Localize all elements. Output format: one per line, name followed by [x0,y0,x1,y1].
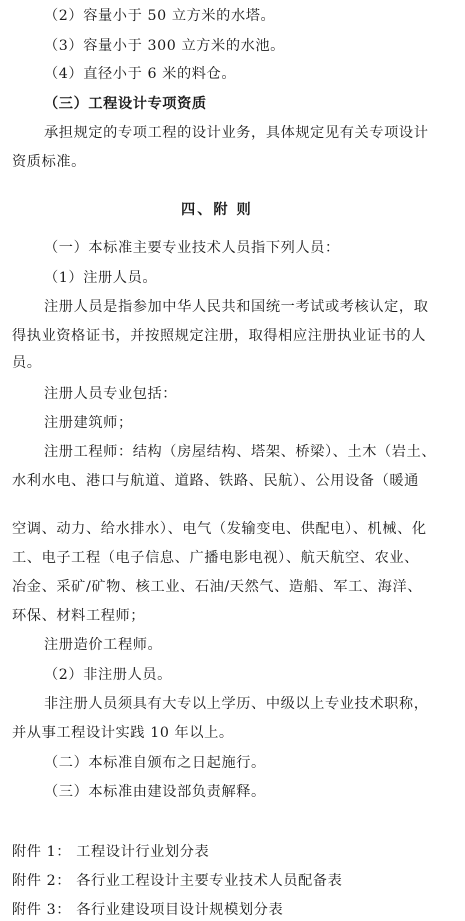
text-line-engineer-3: 空调、动力、给水排水）、电气（发输变电、供配电）、机械、化 [12,521,427,537]
text-line-interpretation: （三）本标准由建设部负责解释。 [44,784,266,800]
text-line-silo: （4）直径小于 6 米的料仓。 [44,66,237,82]
text-line-engineer-6: 环保、材料工程师； [12,608,146,624]
attachment-2: 附件 2： 各行业工程设计主要专业技术人员配备表 [12,873,343,889]
text-line-special-design-2: 资质标准。 [12,154,86,170]
text-line-engineer-1: 注册工程师：结构（房屋结构、塔架、桥梁）、土木（岩土、 [44,444,437,460]
text-line-water-tower: （2）容量小于 50 立方米的水塔。 [44,8,276,24]
text-line-special-design-1: 承担规定的专项工程的设计业务，具体规定见有关专项设计 [44,125,429,141]
text-line-effective-date: （二）本标准自颁布之日起施行。 [44,755,266,771]
text-line-water-pool: （3）容量小于 300 立方米的水池。 [44,38,285,54]
attachment-1: 附件 1： 工程设计行业划分表 [12,844,210,860]
text-line-specialties: 注册人员专业包括： [44,386,178,402]
text-line-architect: 注册建筑师； [44,415,133,431]
text-line-non-registered-def-2: 并从事工程设计实践 10 年以上。 [12,725,234,741]
text-line-registered-def-3: 员。 [12,355,42,371]
text-line-engineer-4: 工、电子工程（电子信息、广播电影电视）、航天航空、农业、 [12,550,419,566]
text-line-personnel-intro: （一）本标准主要专业技术人员指下列人员： [44,240,340,256]
text-line-registered-def-2: 得执业资格证书，并按照规定注册，取得相应注册执业证书的人 [12,328,427,344]
text-line-engineer-5: 冶金、采矿/矿物、核工业、石油/天然气、造船、军工、海洋、 [12,579,423,595]
attachment-3: 附件 3： 各行业建设项目设计规模划分表 [12,902,284,918]
text-line-engineer-2: 水利水电、港口与航道、道路、铁路、民航）、公用设备（暖通 [12,473,419,489]
section-heading-appendix-rules: 四、附 则 [181,202,253,218]
text-line-registered-def-1: 注册人员是指参加中华人民共和国统一考试或考核认定，取 [44,299,429,315]
section-heading-special-qualification: （三）工程设计专项资质 [44,96,207,112]
text-line-non-registered: （2）非注册人员。 [44,667,172,683]
text-line-registered: （1）注册人员。 [44,270,158,286]
text-line-non-registered-def-1: 非注册人员须具有大专以上学历、中级以上专业技术职称， [44,696,429,712]
text-line-cost-engineer: 注册造价工程师。 [44,637,163,653]
